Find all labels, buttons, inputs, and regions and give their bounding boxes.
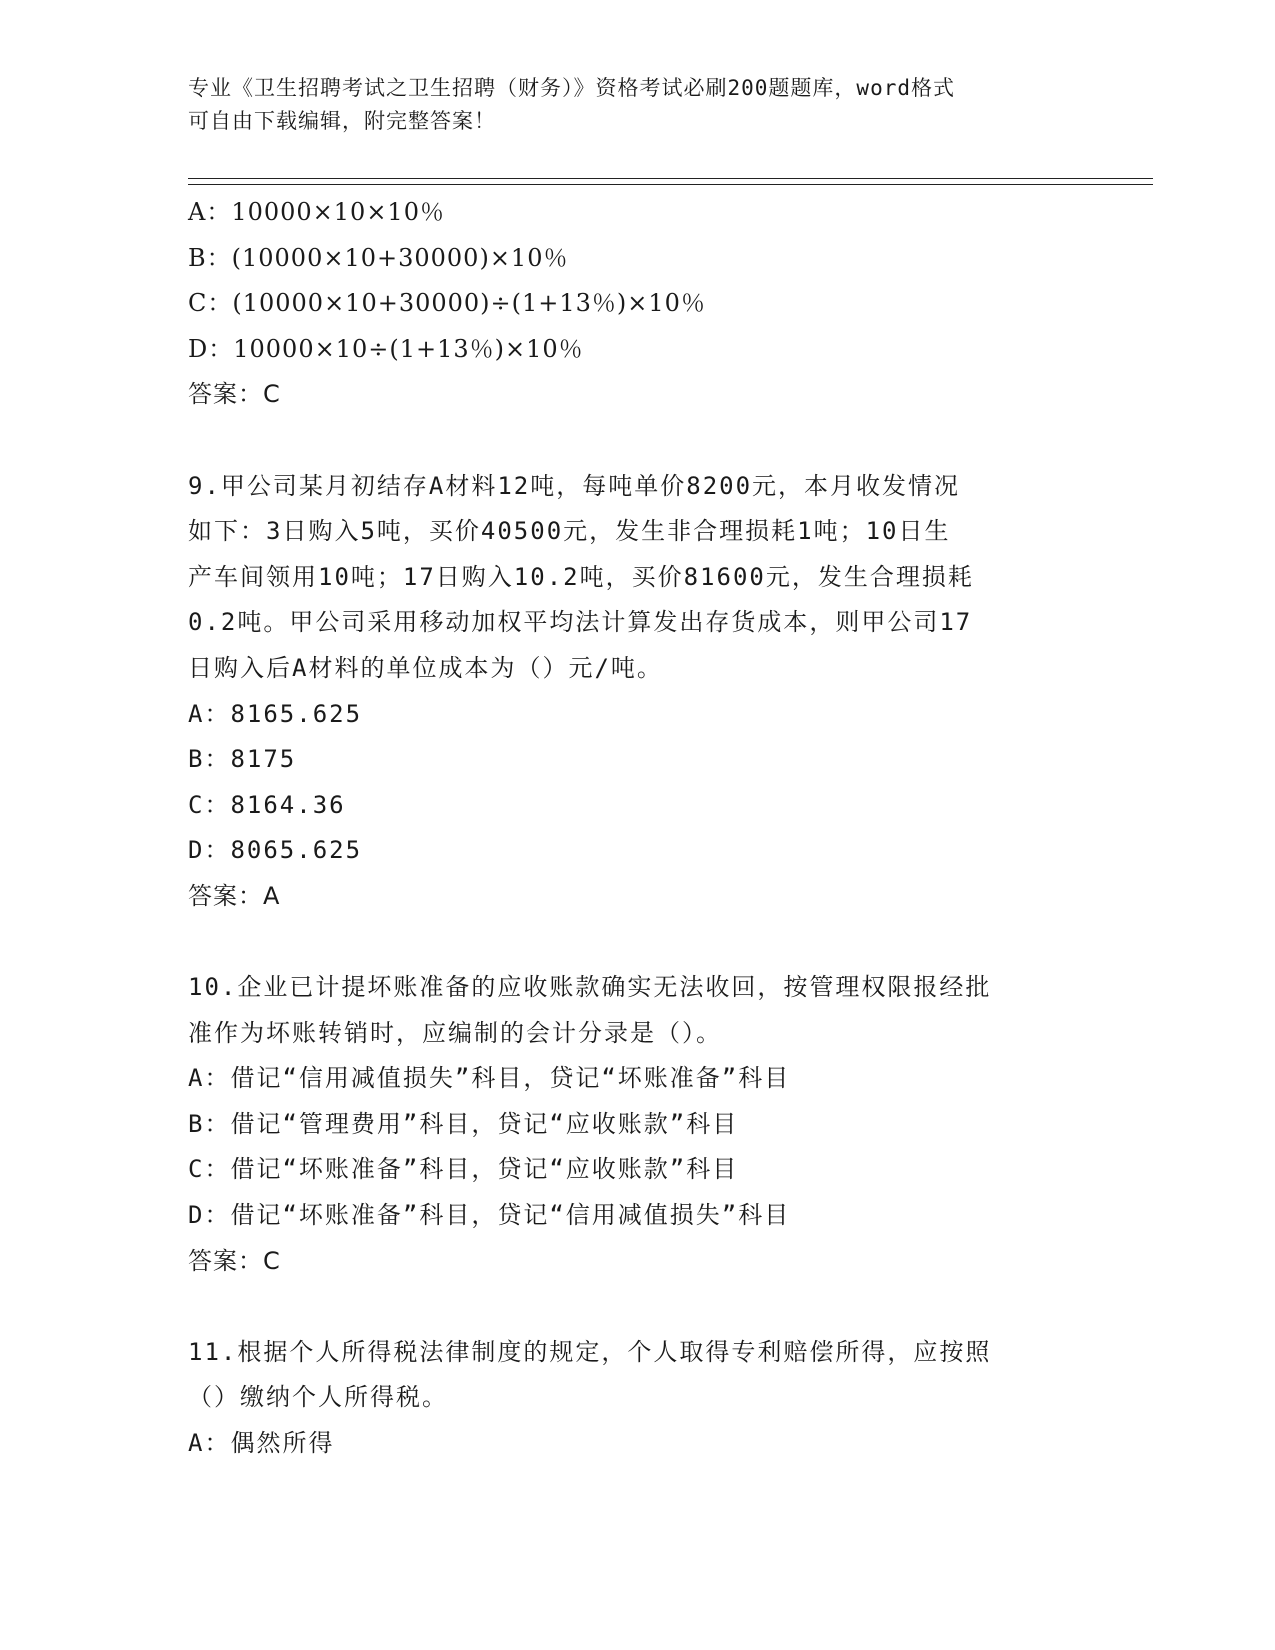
- question-text-line: 如下：3日购入5吨，买价40500元，发生非合理损耗1吨；10日生: [188, 517, 951, 546]
- question-10: [188, 965, 1088, 1284]
- document-header: [188, 72, 1088, 138]
- question-text-line: 准作为坏账转销时，应编制的会计分录是（）。: [188, 1018, 722, 1047]
- question-8: [188, 190, 1088, 418]
- option-d: D：借记“坏账准备”科目，贷记“信用减值损失”科目: [188, 1201, 791, 1230]
- question-text-line: 日购入后A材料的单位成本为（）元/吨。: [188, 653, 663, 682]
- header-divider: [188, 178, 1153, 185]
- answer-line: 答案：C: [188, 1246, 281, 1275]
- option-c: C：8164.36: [188, 790, 346, 819]
- option-b: B：8175: [188, 745, 297, 774]
- spacer: [188, 1284, 1088, 1330]
- option-b: B：借记“管理费用”科目，贷记“应收账款”科目: [188, 1109, 739, 1138]
- option-b: B：(10000×10+30000)×10％: [188, 243, 569, 272]
- question-list: [188, 190, 1088, 1467]
- header-line-1: 专业《卫生招聘考试之卫生招聘（财务）》资格考试必刷200题题库，word格式: [188, 76, 955, 100]
- option-a: A：借记“信用减值损失”科目，贷记“坏账准备”科目: [188, 1064, 791, 1093]
- spacer: [188, 920, 1088, 966]
- question-text-line: 9.甲公司某月初结存A材料12吨，每吨单价8200元，本月收发情况: [188, 471, 961, 500]
- header-line-2: 可自由下载编辑，附完整答案！: [188, 109, 496, 133]
- question-text-line: （）缴纳个人所得税。: [188, 1383, 448, 1412]
- option-c: C：(10000×10+30000)÷(1+13％)×10％: [188, 289, 706, 318]
- question-text-line: 产车间领用10吨；17日购入10.2吨，买价81600元，发生合理损耗: [188, 562, 974, 591]
- answer-line: 答案：C: [188, 380, 281, 409]
- option-d: D：8065.625: [188, 836, 363, 865]
- spacer: [188, 418, 1088, 464]
- question-text-line: 0.2吨。甲公司采用移动加权平均法计算发出存货成本，则甲公司17: [188, 608, 973, 637]
- question-11: [188, 1330, 1088, 1467]
- question-text-line: 10.企业已计提坏账准备的应收账款确实无法收回，按管理权限报经批: [188, 973, 992, 1002]
- option-d: D：10000×10÷(1+13％)×10％: [188, 334, 584, 363]
- option-c: C：借记“坏账准备”科目，贷记“应收账款”科目: [188, 1155, 739, 1184]
- option-a: A：10000×10×10％: [188, 198, 445, 226]
- answer-line: 答案：A: [188, 881, 281, 910]
- question-text-line: 11.根据个人所得税法律制度的规定，个人取得专利赔偿所得，应按照: [188, 1337, 992, 1366]
- option-a: A：8165.625: [188, 699, 363, 728]
- question-9: [188, 464, 1088, 920]
- option-a: A：偶然所得: [188, 1429, 335, 1458]
